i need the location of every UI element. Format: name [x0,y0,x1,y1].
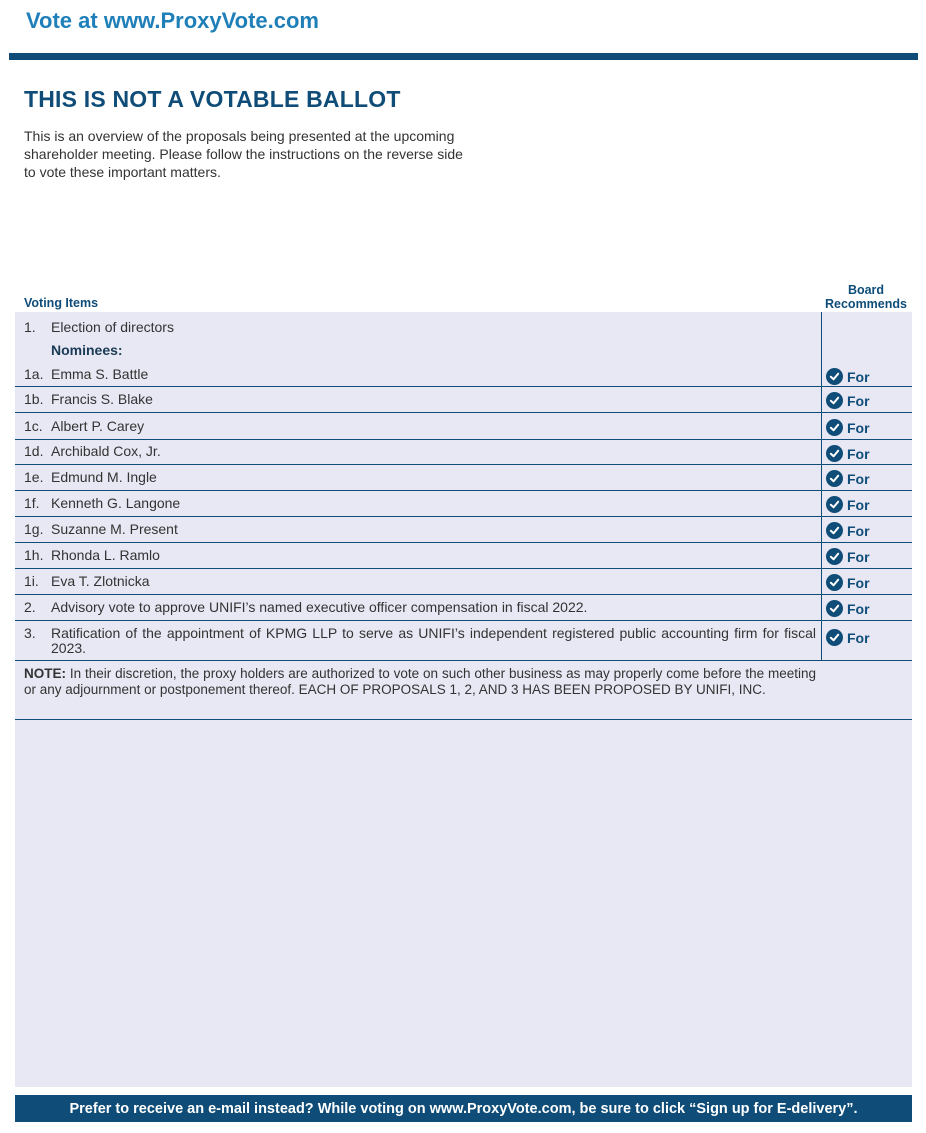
item-label: Kenneth G. Langone [51,495,181,511]
check-circle-icon [826,600,843,617]
item-label: Ratification of the appointment of KPMG LLP to serve as UNIFI’s independent registered public accounting firm for fiscal 2023. [51,625,816,656]
board-recommendation [826,548,870,565]
item-number: 1f. [24,495,40,511]
board-recommendation [826,574,870,591]
board-recommendation [826,445,870,462]
table-row [15,595,912,621]
item-label: Election of directors [51,319,174,335]
item-number: 1c. [24,418,43,434]
note-text [24,666,816,698]
proxyvote-link[interactable]: Vote at www.ProxyVote.com [26,8,319,33]
note-prefix: NOTE: [24,666,66,681]
recommendation-value: For [847,522,870,539]
item-label: Emma S. Battle [51,366,149,382]
item-number: 2. [24,599,36,615]
board-recommends-header-line1: Board [847,283,885,297]
voting-items-header: Voting Items [24,296,99,310]
check-circle-icon [826,548,843,565]
item-label: Francis S. Blake [51,391,153,407]
check-circle-icon [826,522,843,539]
recommendation-value: For [847,368,870,385]
table-row [15,440,912,465]
recommendation-value: For [847,496,870,513]
page-title: THIS IS NOT A VOTABLE BALLOT [24,86,401,112]
board-recommends-header [820,283,912,311]
check-circle-icon [826,574,843,591]
check-circle-icon [826,629,843,646]
check-circle-icon [826,368,843,385]
item-label: Albert P. Carey [51,418,145,434]
board-recommends-header-line2: Recommends [825,297,907,311]
item-number: 1i. [24,573,39,589]
table-row [15,362,912,387]
item-label: Edmund M. Ingle [51,469,157,485]
board-recommendation [826,522,870,539]
table-row [15,491,912,517]
board-recommendation [826,419,870,436]
header-divider [9,53,918,60]
recommendation-value: For [847,419,870,436]
item-number: 1g. [24,521,44,537]
recommendation-value: For [847,470,870,487]
table-row [15,517,912,543]
table-row [15,621,912,661]
board-recommendation [826,392,870,409]
item-number: 1. [24,319,36,335]
note-divider [15,719,912,720]
board-recommendation [826,496,870,513]
check-circle-icon [826,392,843,409]
board-recommendation [826,368,870,385]
recommendation-value: For [847,629,870,646]
table-row [15,543,912,569]
table-row [15,465,912,491]
table-row [15,569,912,595]
board-recommendation [826,470,870,487]
recommendation-value: For [847,445,870,462]
nominees-label: Nominees: [51,342,123,358]
note-body: In their discretion, the proxy holders are authorized to vote on such other business as may properly come before the meeting or any adjournment or postponement thereof. EACH OF PROPOSALS 1, 2, AND 3 HAS BEEN PROPOSED BY UNIFI, INC. [24,666,816,697]
item-number: 1h. [24,547,44,563]
item-number: 1b. [24,391,44,407]
overview-text: This is an overview of the proposals being presented at the upcoming shareholder meeting. Please follow the instructions on the reverse side to vote these important matters. [24,128,463,180]
table-row [15,413,912,440]
check-circle-icon [826,445,843,462]
check-circle-icon [826,470,843,487]
recommendation-value: For [847,574,870,591]
recommendation-value: For [847,392,870,409]
item-number: 1a. [24,366,44,382]
item-label: Archibald Cox, Jr. [51,443,161,459]
item-number: 3. [24,625,36,641]
item-number: 1e. [24,469,44,485]
check-circle-icon [826,496,843,513]
edelivery-banner [15,1095,912,1122]
item-label: Eva T. Zlotnicka [51,573,150,589]
item-number: 1d. [24,443,44,459]
check-circle-icon [826,419,843,436]
item-label: Suzanne M. Present [51,521,178,537]
board-recommendation [826,629,870,646]
table-row [15,387,912,413]
edelivery-text: Prefer to receive an e-mail instead? While voting on www.ProxyVote.com, be sure to click “Sign up for E-delivery”. [69,1100,858,1117]
item-label: Advisory vote to approve UNIFI’s named executive officer compensation in fiscal 2022. [51,599,588,615]
board-recommendation [826,600,870,617]
recommendation-value: For [847,548,870,565]
item-label: Rhonda L. Ramlo [51,547,160,563]
recommendation-value: For [847,600,870,617]
